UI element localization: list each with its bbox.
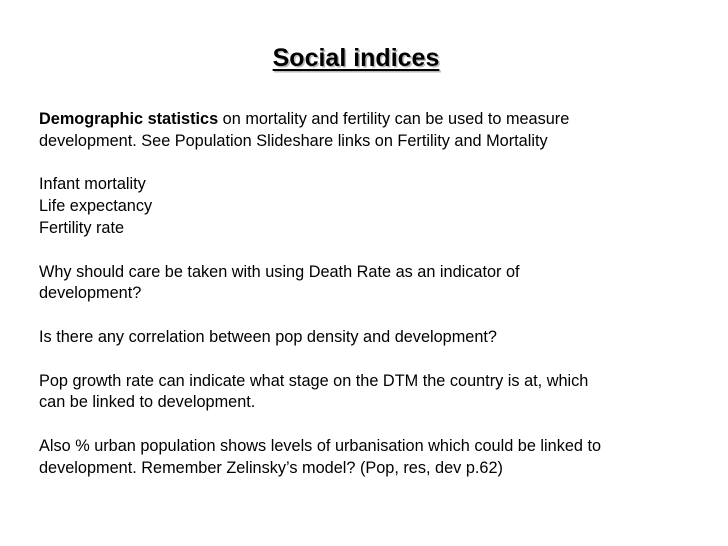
urban-line-2: development. Remember Zelinsky’s model? (Pop, res, dev p.62) — [39, 458, 503, 477]
intro-line-1 — [39, 109, 689, 131]
slide-title: Social indices — [272, 44, 440, 72]
urban-line-1: Also % urban population shows levels of urbanisation which could be linked to — [39, 436, 602, 455]
density-question-line-1: Is there any correlation between pop density and development? — [39, 327, 497, 346]
death-rate-question-line-2: development? — [39, 284, 142, 303]
index-item-infant-mortality: Infant mortality — [39, 175, 146, 194]
growth-rate-paragraph — [39, 371, 689, 415]
death-rate-question — [39, 262, 689, 306]
intro-paragraph — [39, 109, 689, 153]
index-item-life-expectancy: Life expectancy — [39, 197, 153, 216]
intro-bold-lead: Demographic statistics — [39, 110, 219, 128]
intro-line-1-rest: on mortality and fertility can be used to measure — [218, 110, 570, 128]
intro-line-2: development. See Population Slideshare links on Fertility and Mortality — [39, 131, 548, 150]
slide-body — [39, 109, 689, 480]
index-item-fertility-rate: Fertility rate — [39, 218, 125, 237]
urban-paragraph — [39, 436, 689, 480]
growth-rate-line-1: Pop growth rate can indicate what stage on the DTM the country is at, which — [39, 371, 589, 390]
indices-list — [39, 174, 689, 239]
death-rate-question-line-1: Why should care be taken with using Death Rate as an indicator of — [39, 262, 520, 281]
growth-rate-line-2: can be linked to development. — [39, 393, 256, 412]
density-question — [39, 327, 689, 349]
